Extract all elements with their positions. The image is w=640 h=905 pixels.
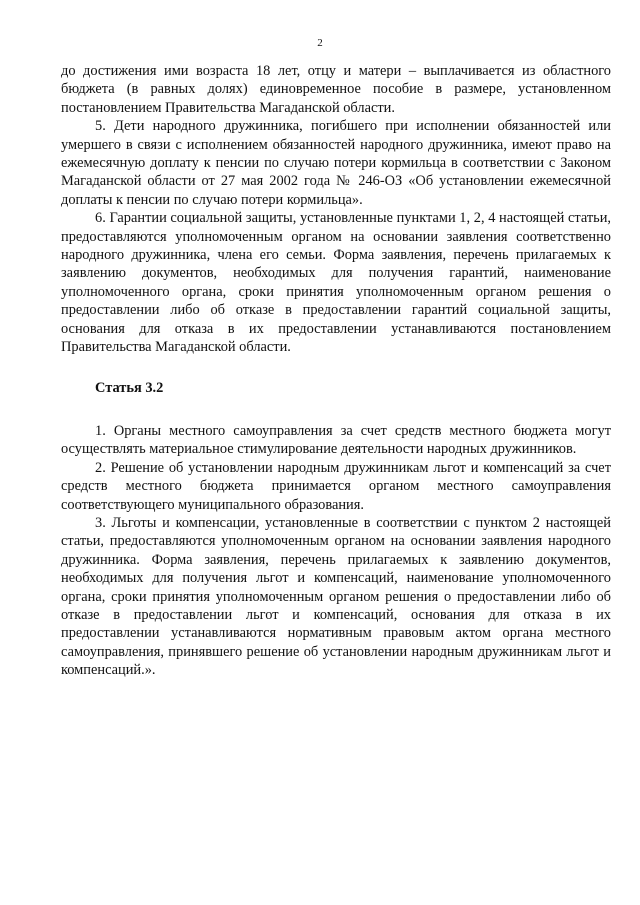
page-number: 2 <box>317 37 323 49</box>
document-body <box>61 62 611 680</box>
paragraph-item-5: 5. Дети народного дружинника, погибшего при исполнении обязанностей или умершего в связи с исполнением обязанностей народного дружинника, имеют право на ежемесячную доплату к пенсии по случаю потери кормильца в соответствии с Законом Магаданской области от 27 мая 2002 года № 246-ОЗ «Об установлении ежемесячной доплаты к пенсии по случаю потери кормильца». <box>61 118 611 208</box>
paragraph-continuation: до достижения ими возраста 18 лет, отцу и матери – выплачивается из областного бюджета (в равных долях) единовременное пособие в размере, установленном постановлением Правительства Магаданской области. <box>61 63 611 116</box>
article-paragraph-3: 3. Льготы и компенсации, установленные в соответствии с пунктом 2 настоящей статьи, предоставляются уполномоченным органом на основании заявления народного дружинника. Форма заявления, перечень прилагаемых к заявлению документов, необходимых для получения льгот и компенсаций, наименование уполномоченного органа, сроки принятия уполномоченным органом решения о предоставлении либо об отказе в предоставлении льгот и компенсаций, основания для отказа в их предоставлении устанавливаются нормативным правовым актом органа местного самоуправления, принявшего решение об установлении народным дружинникам льгот и компенсаций.». <box>61 514 611 679</box>
article-paragraph-2: 2. Решение об установлении народным дружинникам льгот и компенсаций за счет средств местного бюджета принимается органом местного самоуправления соответствующего муниципального образования. <box>61 459 611 513</box>
article-paragraph-1: 1. Органы местного самоуправления за счет средств местного бюджета могут осуществлять материальное стимулирование деятельности народных дружинников. <box>61 422 611 458</box>
article-heading: Статья 3.2 <box>95 379 164 396</box>
paragraph-item-6: 6. Гарантии социальной защиты, установленные пунктами 1, 2, 4 настоящей статьи, предоставляются уполномоченным органом на основании заявления соответственно народного дружинника, члена его семьи. Форма заявления, перечень прилагаемых к заявлению документов, необходимых для получения гарантий, наименование уполномоченного органа, сроки принятия уполномоченным органом решения о предоставлении либо об отказе в предоставлении гарантий социальной защиты, основания для отказа в их предоставлении устанавливаются постановлением Правительства Магаданской области. <box>61 210 611 356</box>
